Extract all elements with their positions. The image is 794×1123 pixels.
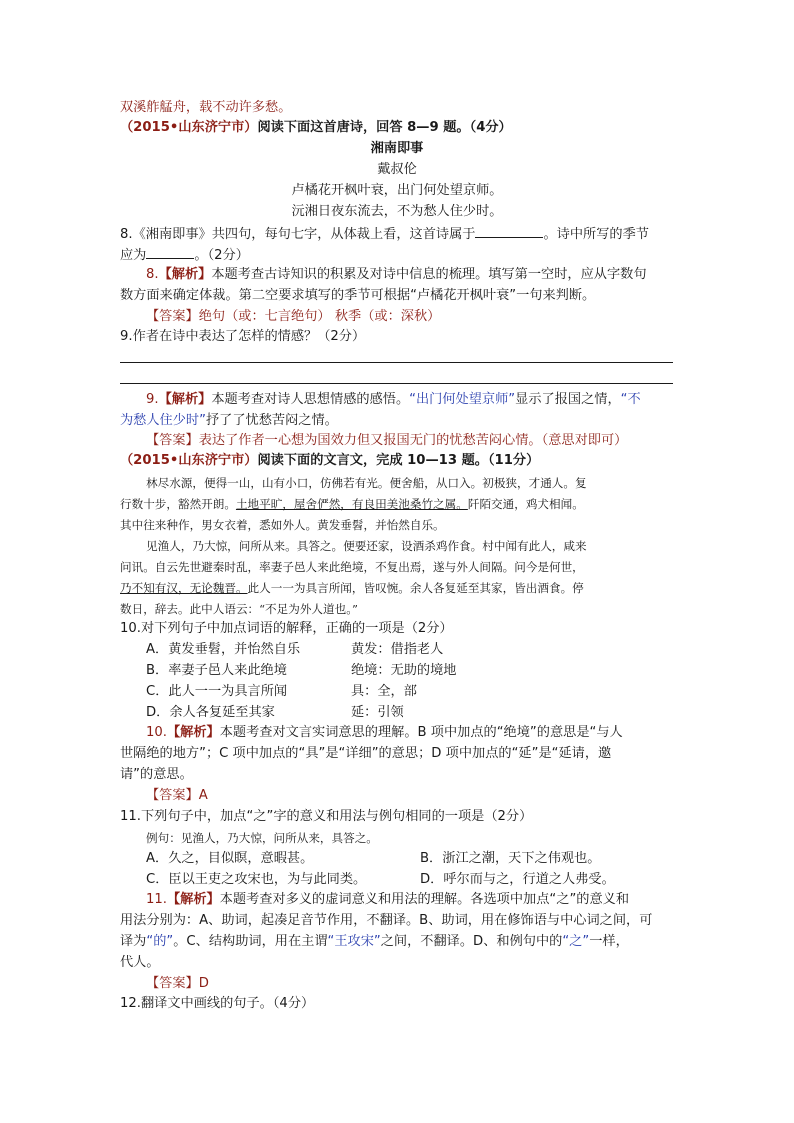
passage-text: 阡陌交通，鸡犬相闻。 [467,497,584,511]
poem-line-2: 沅湘日夜东流去，不为愁人住少时。 [291,204,503,219]
q10-option-a[interactable]: A．黄发垂髫，并怡然自乐 [146,642,301,657]
answer-blank-season[interactable] [146,245,194,259]
source-tag-2: （2015•山东济宁市） [120,453,258,468]
question-12: 12.翻译文中画线的句子。（4分） [120,996,315,1011]
analysis-11-number: 11. [146,892,167,907]
passage-line-6 [120,579,584,597]
question-8 [120,224,649,244]
answer-9-text: 表达了作者一心想为国效力但又报国无门的忧愁苦闷心情。（意思对即可） [198,433,628,448]
analysis-9-text-e: 抒了了忧愁苦闷之情。 [205,413,338,428]
analysis-8-line-1 [146,266,647,284]
section-instruction: 阅读下面这首唐诗，回答 8—9 题。（4分） [257,120,512,135]
analysis-10-line-2: 世隔绝的地方”；C 项中加点的“具”是“详细”的意思；D 项中加点的“延”是“延请，邀 [120,746,612,761]
passage-line-2 [120,495,584,513]
analysis-9-tag: 【解析】 [158,392,212,407]
question-8-text-c: 应为 [120,248,147,263]
analysis-9-quote-2b: 为愁人住少时” [120,413,206,428]
analysis-10-tag: 【解析】 [166,725,220,740]
analysis-11-text-1: 本题考查对多义的虚词意义和用法的理解。各选项中加点“之”的意义和 [219,892,630,907]
q11-example: 例句：见渔人，乃大惊，问所从来，具答之。 [146,831,378,845]
q10-option-c-gloss: 具：全，部 [351,684,417,699]
underlined-sentence-2: 乃不知有汉，无论魏晋。 [120,581,248,595]
passage-line-5: 问讯。自云先世避秦时乱，率妻子邑人来此绝境，不复出焉，遂与外人间隔。问今是何世， [120,560,584,574]
passage-text: 此人一一为具言所闻，皆叹惋。余人各复延至其家，皆出酒食。停 [247,581,584,595]
answer-11-text: D [198,976,209,991]
answer-line-1[interactable] [120,362,673,363]
q11-option-b[interactable]: B．浙江之潮，天下之伟观也。 [420,851,601,866]
question-8-text-b: 。诗中所写的季节 [543,227,649,242]
analysis-11-line-3 [120,933,629,951]
section-instruction-2: 阅读下面的文言文，完成 10—13 题。（11分） [257,453,540,468]
analysis-8-tag: 【解析】 [158,267,212,282]
q10-option-a-gloss: 黄发：借指老人 [351,642,444,657]
question-8-text-a: 8.《湘南即事》共四句，每句七字，从体裁上看，这首诗属于 [120,227,476,242]
analysis-11-line-4: 代人。 [120,955,160,970]
analysis-11-text: 之间，不翻译。D、和例句中的 [380,934,563,949]
q11-option-a[interactable]: A．久之，目似瞑，意暇甚。 [146,851,314,866]
analysis-8-text-1: 本题考查古诗知识的积累及对诗中信息的梳理。填写第一空时，应从字数句 [211,267,647,282]
analysis-9-text-a: 本题考查对诗人思想情感的感悟。 [211,392,410,407]
poem-author: 戴叔伦 [377,162,417,177]
poem-line-1: 卢橘花开枫叶衰，出门何处望京师。 [291,183,503,198]
poem-tail-line: 双溪舴艋舟，载不动许多愁。 [120,100,292,115]
poem-title: 湘南即事 [370,141,424,156]
analysis-10-text-1: 本题考查对文言实词意思的理解。B 项中加点的“绝境”的意思是“与人 [219,725,623,740]
q10-option-c[interactable]: C．此人一一为具言所闻 [146,684,288,699]
analysis-11-line-2: 用法分别为：A、助词，起凑足音节作用，不翻译。B、助词，用在修饰语与中心词之间，可 [120,913,653,928]
answer-8-text: 绝句（或：七言绝句） 秋季（或：深秋） [198,309,441,324]
analysis-10-line-1 [146,724,623,742]
passage-line-4: 见渔人，乃大惊，问所从来。具答之。便要还家，设酒杀鸡作食。村中闻有此人，咸来 [146,539,587,553]
section-header-poem [120,119,512,137]
source-tag: （2015•山东济宁市） [120,120,258,135]
analysis-11-quote: “的” [146,934,174,949]
analysis-9-number: 9. [146,392,159,407]
question-8-cont [120,245,249,265]
question-10: 10.对下列句子中加点词语的解释，正确的一项是（2分） [120,621,453,636]
passage-text: 行数十步，豁然开朗。 [120,497,236,511]
passage-line-1: 林尽水源，便得一山，山有小口，仿佛若有光。便舍船，从口入。初极狭，才通人。复 [146,476,587,490]
q11-option-d[interactable]: D．呼尔而与之，行道之人弗受。 [420,872,615,887]
q11-option-c[interactable]: C．臣以王吏之攻宋也，为与此同类。 [146,872,367,887]
answer-11 [146,975,209,993]
answer-blank-genre[interactable] [475,224,543,238]
analysis-9-quote-2a: “不 [620,392,641,407]
answer-10-text: A [198,788,208,803]
analysis-8-line-2: 数方面来确定体裁。第二空要求填写的季节可根据“卢橘花开枫叶衰”一句来判断。 [120,288,596,303]
analysis-11-quote: “之” [562,934,590,949]
passage-line-7: 数日，辞去。此中人语云：“不足为外人道也。” [120,602,358,616]
analysis-11-line-1 [146,891,629,909]
answer-9 [146,432,627,450]
answer-10 [146,787,208,805]
question-11: 11.下列句子中，加点“之”字的意义和用法与例句相同的一项是（2分） [120,809,533,824]
analysis-9-line-1 [146,391,641,409]
analysis-11-text: 一样， [589,934,629,949]
analysis-9-line-2 [120,412,338,430]
analysis-10-number: 10. [146,725,167,740]
q10-option-d[interactable]: D．余人各复延至其家 [146,705,275,720]
answer-11-tag: 【答案】 [146,976,199,991]
underlined-sentence-1: 土地平旷，屋舍俨然，有良田美池桑竹之属。 [235,497,468,511]
analysis-10-line-3: 请”的意思。 [120,767,193,782]
answer-line-2[interactable] [120,383,673,384]
answer-8-tag: 【答案】 [146,309,199,324]
answer-10-tag: 【答案】 [146,788,199,803]
answer-8 [146,308,440,326]
analysis-11-text: 。C、结构助词，用在主谓 [173,934,328,949]
question-9: 9.作者在诗中表达了怎样的情感？（2分） [120,329,366,344]
q10-option-d-gloss: 延：引领 [351,705,404,720]
analysis-8-number: 8. [146,267,159,282]
analysis-11-tag: 【解析】 [166,892,220,907]
analysis-11-quote: “王攻宋” [327,934,381,949]
answer-9-tag: 【答案】 [146,433,199,448]
question-8-text-d: 。（2分） [194,248,249,263]
analysis-11-text: 译为 [120,934,147,949]
passage-line-3: 其中往来种作，男女衣着，悉如外人。黄发垂髫，并怡然自乐。 [120,518,445,532]
q10-option-b-gloss: 绝境：无助的境地 [351,663,457,678]
analysis-9-quote-1: “出门何处望京师” [409,392,516,407]
section-header-prose [120,452,539,470]
analysis-9-text-c: 显示了报国之情， [515,392,621,407]
q10-option-b[interactable]: B．率妻子邑人来此绝境 [146,663,287,678]
